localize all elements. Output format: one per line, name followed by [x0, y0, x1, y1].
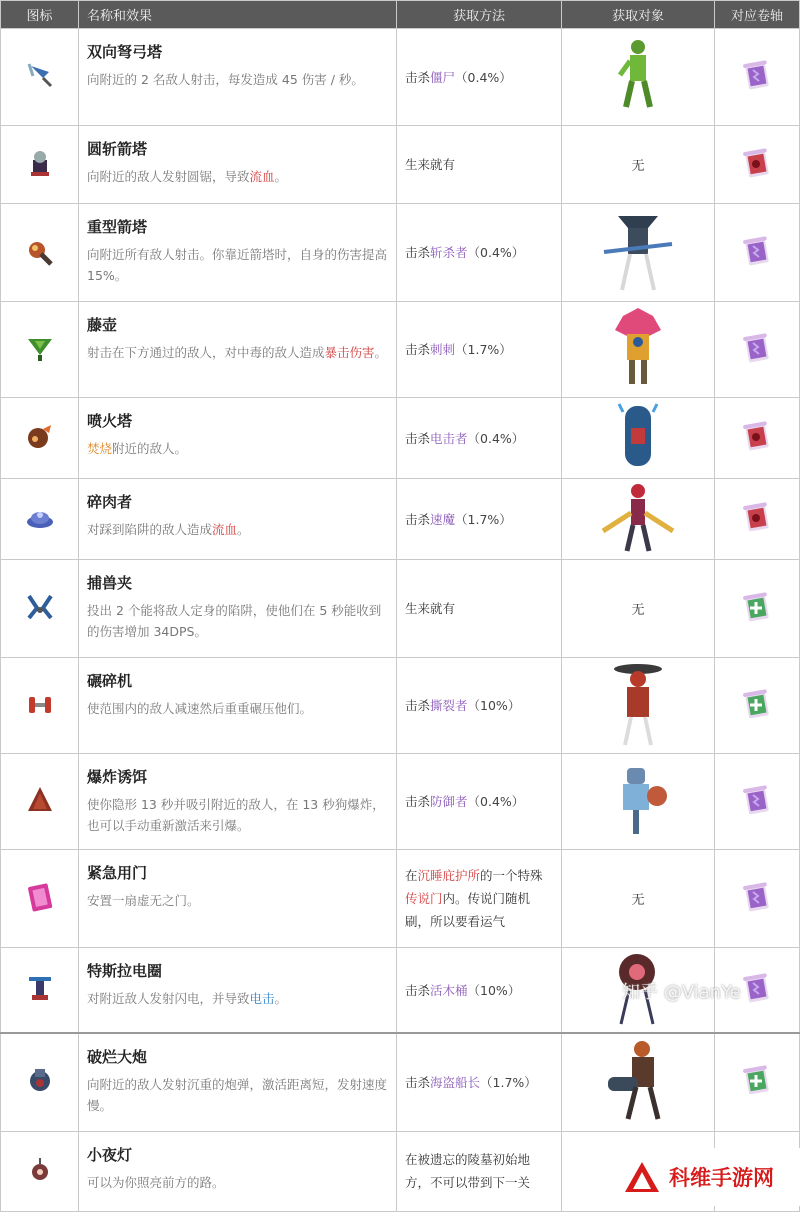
- method-cell: 击杀斩杀者（0.4%）: [397, 204, 562, 302]
- method-cell: 击杀撕裂者（10%）: [397, 658, 562, 754]
- skill-desc: 投出 2 个能将敌人定身的陷阱，使他们在 5 秒能收到的伤害增加 34DPS。: [87, 603, 382, 639]
- wolf-trap-icon: [23, 609, 57, 628]
- table-row: [1, 560, 800, 658]
- decoy-icon: [23, 802, 57, 821]
- skill-icon-cell: [1, 398, 79, 479]
- scroll-cell: [715, 302, 800, 398]
- purple-scroll-icon: [740, 234, 774, 272]
- skill-icon-cell: [1, 560, 79, 658]
- table-row: [1, 658, 800, 754]
- method-cell: 击杀海盗船长（1.7%）: [397, 1033, 562, 1131]
- target-cell: [562, 204, 715, 302]
- skill-desc: 焚烧附近的敌人。: [87, 441, 188, 456]
- brand-logo: [605, 1148, 800, 1206]
- brand-text: 科维手游网: [669, 1166, 774, 1190]
- target-cell: [562, 479, 715, 560]
- skill-title: 爆炸诱饵: [87, 768, 148, 786]
- skill-icon-cell: [1, 29, 79, 126]
- skill-name-cell: [79, 29, 397, 126]
- skill-name-cell: [79, 302, 397, 398]
- skill-name-cell: [79, 1033, 397, 1131]
- method-cell: 生来就有: [397, 560, 562, 658]
- target-none: 无: [631, 893, 645, 908]
- skill-name-cell: [79, 948, 397, 1034]
- purple-scroll-icon: [740, 971, 774, 1009]
- table-row: [1, 479, 800, 560]
- target-cell: [562, 754, 715, 850]
- target-cell: [562, 398, 715, 479]
- skill-title: 重型箭塔: [87, 218, 148, 236]
- skill-name-cell: [79, 560, 397, 658]
- scroll-cell: [715, 398, 800, 479]
- skill-desc: 射击在下方通过的敌人，对中毒的敌人造成暴击伤害。: [87, 345, 388, 360]
- slasher-icon: [598, 208, 678, 298]
- target-none: 无: [631, 159, 645, 174]
- method-cell: 击杀活木桶（10%）: [397, 948, 562, 1034]
- tesla-coil-icon: [23, 990, 57, 1009]
- skill-name-cell: [79, 126, 397, 204]
- red-scroll-icon: [740, 419, 774, 457]
- skill-name-cell: [79, 1131, 397, 1211]
- zombie-icon: [608, 35, 668, 119]
- skill-title: 捕兽夹: [87, 574, 133, 592]
- skill-name-cell: [79, 398, 397, 479]
- purple-scroll-icon: [740, 58, 774, 96]
- target-cell: [562, 850, 715, 948]
- method-cell: 在被遗忘的陵墓初始地方，不可以带到下一关: [397, 1131, 562, 1211]
- cannon-icon: [23, 1082, 57, 1101]
- skill-desc: 向附近的敌人发射沉重的炮弹，激活距离短，发射速度慢。: [87, 1077, 388, 1113]
- green-scroll-icon: [740, 1063, 774, 1101]
- barnacle-icon: [23, 350, 57, 369]
- skill-desc: 向附近的敌人发射圆锯，导致流血。: [87, 169, 288, 184]
- table-row: [1, 302, 800, 398]
- header-row: [1, 1, 800, 29]
- method-cell: 生来就有: [397, 126, 562, 204]
- skill-title: 双向弩弓塔: [87, 43, 163, 61]
- crusher-icon: [23, 706, 57, 725]
- table-row: [1, 398, 800, 479]
- red-scroll-icon: [740, 146, 774, 184]
- target-cell: [562, 302, 715, 398]
- skill-name-cell: [79, 479, 397, 560]
- skill-icon-cell: [1, 658, 79, 754]
- header-icon: 图标: [1, 1, 79, 29]
- swift-demon-icon: [593, 479, 683, 559]
- header-scroll: 对应卷轴: [715, 1, 800, 29]
- skill-title: 特斯拉电圈: [87, 962, 163, 980]
- skill-desc: 对踩到陷阱的敌人造成流血。: [87, 522, 250, 537]
- target-none: 无: [631, 603, 645, 618]
- target-cell: [562, 658, 715, 754]
- purple-scroll-icon: [740, 783, 774, 821]
- pirate-captain-icon: [598, 1037, 678, 1127]
- red-scroll-icon: [740, 500, 774, 538]
- header-name: 名称和效果: [79, 1, 397, 29]
- crossbow-icon: [23, 77, 57, 96]
- skill-desc: 可以为你照亮前方的路。: [87, 1174, 225, 1190]
- skill-icon-cell: [1, 1131, 79, 1211]
- table-row: [1, 850, 800, 948]
- skill-title: 圆斩箭塔: [87, 140, 148, 158]
- scroll-cell: [715, 479, 800, 560]
- night-light-icon: [23, 1171, 57, 1190]
- skill-desc: 向附近所有敌人射击。你靠近箭塔时，自身的伤害提高 15%。: [87, 247, 388, 283]
- scroll-cell: [715, 204, 800, 302]
- target-cell: [562, 560, 715, 658]
- emergency-door-icon: [23, 899, 57, 918]
- skill-name-cell: [79, 850, 397, 948]
- purple-scroll-icon: [740, 880, 774, 918]
- skill-title: 小夜灯: [87, 1145, 133, 1164]
- skill-icon-cell: [1, 204, 79, 302]
- skill-name-cell: [79, 754, 397, 850]
- brand-triangle-icon: [623, 1160, 661, 1194]
- skill-icon-cell: [1, 302, 79, 398]
- method-cell: 在沉睡庇护所的一个特殊传说门内。传说门随机刷，所以要看运气: [397, 850, 562, 948]
- target-cell: [562, 126, 715, 204]
- table-row: [1, 1033, 800, 1131]
- skill-title: 紧急用门: [87, 864, 148, 882]
- method-cell: 击杀僵尸（0.4%）: [397, 29, 562, 126]
- skill-icon-cell: [1, 754, 79, 850]
- method-cell: 击杀刺刺（1.7%）: [397, 302, 562, 398]
- scroll-cell: [715, 126, 800, 204]
- skill-name-cell: [79, 204, 397, 302]
- scroll-cell: [715, 658, 800, 754]
- skill-title: 藤壶: [87, 316, 118, 334]
- skill-name-cell: [79, 658, 397, 754]
- skill-desc: 向附近的 2 名敌人射击，每发造成 45 伤害 / 秒。: [87, 72, 364, 87]
- skill-title: 碾碎机: [87, 672, 133, 690]
- scroll-cell: [715, 29, 800, 126]
- skill-icon-cell: [1, 1033, 79, 1131]
- green-scroll-icon: [740, 590, 774, 628]
- method-cell: 击杀防御者（0.4%）: [397, 754, 562, 850]
- skill-icon-cell: [1, 479, 79, 560]
- table-row: [1, 29, 800, 126]
- skill-desc: 对附近敌人发射闪电，并导致电击。: [87, 991, 288, 1006]
- purple-scroll-icon: [740, 331, 774, 369]
- watermark: 知乎 @VianYe: [622, 982, 741, 1003]
- green-scroll-icon: [740, 687, 774, 725]
- scroll-cell: [715, 754, 800, 850]
- shocker-icon: [613, 398, 663, 478]
- scroll-cell: [715, 1033, 800, 1131]
- header-method: 获取方法: [397, 1, 562, 29]
- skill-desc: 安置一扇虚无之门。: [87, 893, 200, 908]
- target-cell: [562, 1033, 715, 1131]
- defender-icon: [603, 762, 673, 842]
- skill-icon-cell: [1, 126, 79, 204]
- skill-icon-cell: [1, 850, 79, 948]
- table-row: [1, 204, 800, 302]
- skill-title: 破烂大炮: [87, 1048, 148, 1066]
- heavy-turret-icon: [23, 253, 57, 272]
- table-row: [1, 754, 800, 850]
- skill-desc: 使范围内的敌人减速然后重重碾压他们。: [87, 701, 313, 716]
- header-target: 获取对象: [562, 1, 715, 29]
- scroll-cell: [715, 560, 800, 658]
- skill-title: 喷火塔: [87, 412, 133, 430]
- ripper-icon: [603, 659, 673, 753]
- meat-grinder-icon: [23, 519, 57, 538]
- flamethrower-icon: [23, 438, 57, 457]
- skill-icon-cell: [1, 948, 79, 1034]
- method-cell: 击杀电击者（0.4%）: [397, 398, 562, 479]
- spiker-icon: [603, 306, 673, 394]
- saw-turret-icon: [23, 165, 57, 184]
- method-cell: 击杀速魔（1.7%）: [397, 479, 562, 560]
- scroll-cell: [715, 850, 800, 948]
- target-cell: [562, 29, 715, 126]
- skill-title: 碎肉者: [87, 493, 133, 511]
- skill-desc: 使你隐形 13 秒并吸引附近的敌人，在 13 秒狗爆炸，也可以手动重新激活来引爆。: [87, 797, 385, 833]
- table-row: [1, 126, 800, 204]
